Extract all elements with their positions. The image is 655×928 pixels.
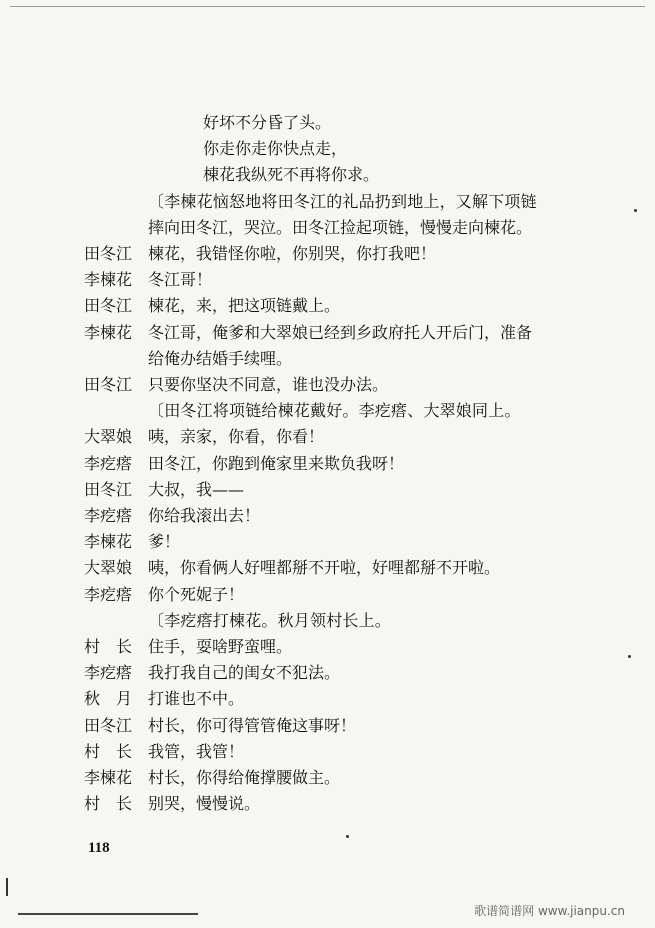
verse-line: 好坏不分昏了头。 (203, 113, 332, 132)
speaker-name: 村 长 (84, 794, 133, 814)
scan-speck (346, 835, 349, 838)
dialog-text: 冬江哥，俺爹和大翠娘已经到乡政府托人开后门，准备 (148, 322, 533, 342)
scan-speck (6, 878, 8, 896)
speaker-name: 李疙瘩 (84, 584, 133, 604)
dialog-text: 爹！ (148, 532, 181, 552)
dialog-text: 你给我滚出去！ (148, 506, 261, 525)
dialog-text: 村长，你可得管管俺这事呀！ (148, 715, 357, 735)
scan-speck (628, 655, 631, 658)
watermark: 歌谱简谱网 www.jianpu.cn (474, 904, 625, 918)
speaker-name: 秋 月 (84, 689, 133, 709)
speaker-name: 李疙瘩 (84, 453, 133, 473)
speaker-name: 村 长 (84, 637, 133, 656)
dialog-text: 咦，亲家，你看，你看！ (148, 427, 325, 447)
dialog-text: 大叔，我—— (148, 479, 245, 499)
speaker-name: 李疙瘩 (84, 663, 133, 683)
speaker-name: 李楝花 (84, 532, 133, 552)
speaker-name: 村 长 (84, 741, 133, 761)
continuation-line: 摔向田冬江，哭泣。田冬江捡起项链，慢慢走向楝花。 (148, 217, 533, 237)
dialog-text: 只要你坚决不同意，谁也没办法。 (148, 375, 389, 394)
continuation-line: 给俺办结婚手续哩。 (148, 348, 293, 368)
dialog-text: 村长，你得给俺撑腰做主。 (148, 768, 341, 787)
dialog-text: 田冬江，你跑到俺家里来欺负我呀！ (148, 453, 405, 473)
dialog-text: 别哭，慢慢说。 (148, 794, 261, 814)
stage-direction: 〔李楝花恼怒地将田冬江的礼品扔到地上，又解下项链 (148, 191, 537, 211)
footer-rule (18, 913, 198, 915)
speaker-name: 李疙瘩 (84, 506, 133, 525)
dialog-text: 你个死妮子！ (148, 584, 245, 604)
dialog-text: 打谁也不中。 (148, 689, 245, 709)
dialog-text: 楝花，我错怪你啦，你别哭，你打我吧！ (148, 244, 437, 263)
stage-direction: 〔李疙瘩打楝花。秋月领村长上。 (148, 610, 392, 630)
speaker-name: 李楝花 (84, 322, 133, 342)
dialog-text: 楝花，来，把这项链戴上。 (148, 296, 341, 316)
speaker-name: 田冬江 (84, 375, 133, 394)
speaker-name: 大翠娘 (84, 427, 133, 447)
scan-speck (634, 209, 637, 212)
speaker-name: 田冬江 (84, 715, 133, 735)
dialog-text: 冬江哥！ (148, 270, 213, 290)
speaker-name: 田冬江 (84, 296, 133, 316)
page-number: 118 (88, 840, 110, 856)
top-rule (10, 6, 645, 7)
verse-line: 你走你走你快点走， (203, 139, 348, 159)
speaker-name: 大翠娘 (84, 558, 133, 578)
dialog-text: 咦，你看俩人好哩都掰不开啦，好哩都掰不开啦。 (148, 558, 501, 578)
speaker-name: 李楝花 (84, 270, 133, 290)
dialog-text: 住手，耍啥野蛮哩。 (148, 637, 293, 656)
dialog-text: 我管，我管！ (148, 741, 245, 761)
stage-direction: 〔田冬江将项链给楝花戴好。李疙瘩、大翠娘同上。 (148, 401, 521, 421)
speaker-name: 田冬江 (84, 244, 133, 263)
speaker-name: 田冬江 (84, 479, 133, 499)
speaker-name: 李楝花 (84, 768, 133, 787)
dialog-text: 我打我自己的闺女不犯法。 (148, 663, 341, 683)
verse-line: 棟花我纵死不再将你求。 (203, 165, 380, 185)
